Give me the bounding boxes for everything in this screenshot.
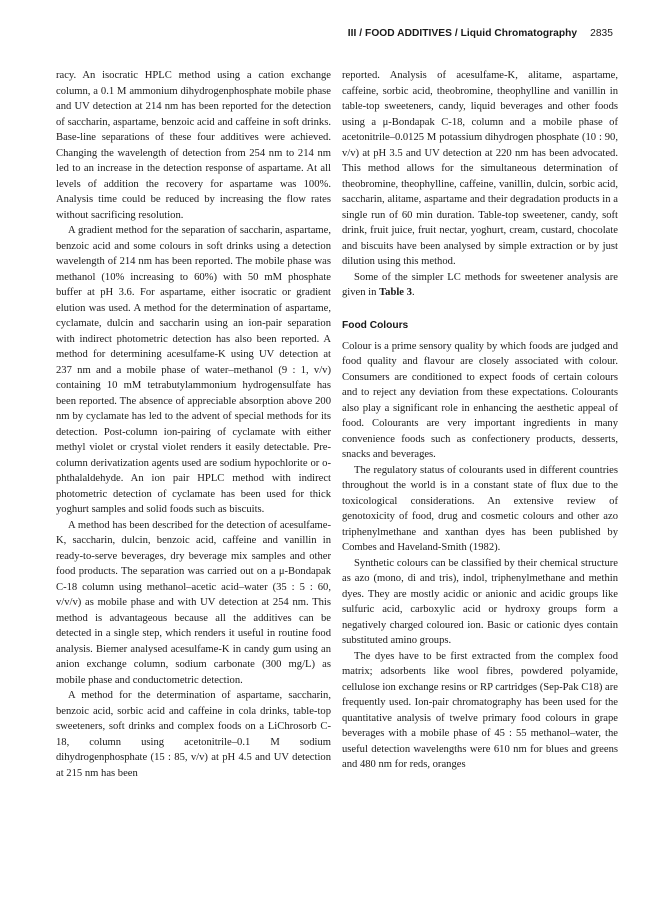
paragraph: A method has been described for the detection of acesulfame-K, saccharin, dulcin, benzoic acid, caffeine and vanillin in ready-to-serve beverages, dry beverage mix samples and other food products. The separation was carried out on a μ-Bondapak C-18 column using methanol–acetic acid–water (35 : 5 : 60, v/v/v) as mobile phase and with UV detection at 254 nm. This method is advantageous because all the additives can be detected in a single step, which renders it useful in routine food analysis. Biemer analysed acesulfame-K in candy gum using an anion exchange column, sodium carbonate (300 mg/L) as mobile phase and conductometric detection.	[56, 519, 331, 686]
running-header	[56, 28, 613, 39]
paragraph: racy. An isocratic HPLC method using a cation exchange column, a 0.1 M ammonium dihydrogenphosphate mobile phase and UV detection at 214 nm has been reported for the detection of saccharin, aspartame, benzoic acid and caffeine in soft drinks. Base-line separations of these four additives were achieved. Changing the wavelength of detection from 254 nm to 214 nm led to an increase in the detection response of aspartame. At all levels of addition the recovery for aspartame was 100%. Analysis time could be reduced by increasing the flow rates without sacrificing resolution.	[56, 70, 331, 221]
paragraph: A method for the determination of aspartame, saccharin, benzoic acid, sorbic acid and caffeine in cola drinks, table-top sweeteners, soft drinks and complex foods on a LiChrosorb C-18, column using acetonitrile–0.1 M sodium dihydrogenphosphate (15 : 85, v/v) at pH 4.5 and UV detection at 215 nm has been	[56, 690, 331, 779]
paragraph: reported. Analysis of acesulfame-K, alitame, aspartame, caffeine, sorbic acid, theobromine, theophylline and vanillin in table-top sweeteners, candy, liquid beverages and other foods using a μ-Bondapak C-18, column and a mobile phase of acetonitrile–0.0125 M potassium dihydrogen phosphate (10 : 90, v/v) at pH 3.5 and UV detection at 220 nm has been advocated. This method allows for the simultaneous determination of theobromine, theophylline, caffeine, vanillin, dulcin, sorbic acid, saccharin, alitame, aspartame and their degradation products in a single run of 60 min duration. Table-top sweetener, candy, soft drink, fruit juice, fruit nectar, yoghurt, cream, custard, chocolate and biscuits have been analysed by simple extraction or by just dilution using this method.	[342, 70, 618, 267]
paragraph: Synthetic colours can be classified by their chemical structure as azo (mono, di and tris), indol, triphenylmethane and methin dyes. They are mostly acidic or anionic and acidic groups like sulfuric acid, carboxylic acid or hydroxy groups form a negatively charged coloured ion. Basic or cationic dyes contain substituted amino groups.	[342, 557, 618, 646]
paragraph: Colour is a prime sensory quality by which foods are judged and food quality and flavour are closely associated with colour. Consumers are conditioned to expect foods of certain colours and to reject any deviation from these expectations. Colourants also play a significant role in enhancing the aesthetic appeal of food. Colourants are very important ingredients in many convenience foods such as confectionery products, desserts, snacks and beverages.	[342, 340, 618, 460]
section-heading: Food Colours	[342, 319, 409, 331]
table-reference-link[interactable]: Table 3	[379, 287, 412, 298]
paragraph: The dyes have to be first extracted from the complex food matrix; adsorbents like wool fibres, powdered polyamide, cellulose ion exchange resins or RP cartridges (Sep-Pak C18) are frequently used. Ion-pair chromatography has been used for the quantitative analysis of twelve primary food colours in grape beverages with a mobile phase of 45 : 55 methanol–water, the useful detection wavelengths were 610 nm for blues and greens and 480 nm for reds, oranges	[342, 650, 618, 770]
page-number: 2835	[590, 28, 613, 39]
paragraph: A gradient method for the separation of saccharin, aspartame, benzoic acid and some colours in soft drinks using a detection wavelength of 214 nm has been reported. The mobile phase was methanol (10% increasing to 60%) with 50 mM phosphate buffer at pH 3.6. For aspartame, either isocratic or gradient elution was used. A method for the determination of aspartame, cyclamate, dulcin and saccharin using an ion-pair separation with indirect photometric detection has also been reported. A method for determining acesulfame-K using UV detection at 237 nm and a mobile phase of water–methanol (9 : 1, v/v) containing 10 mM tetrabutylammonium hydrogensulfate has been reported. The absence of appreciable absorption above 200 nm by cyclamate has led to the advent of special methods for its detection. Post-column ion-pairing of cyclamate with either methyl violet or crystal violet renders it easily detectable. Pre-column derivatization agents used are sodium hypochlorite or o-phthalaldehyde. An ion pair HPLC method with indirect photometric detection of cyclamate has been used for thick yoghurt samples and solid foods such as biscuits.	[56, 225, 331, 515]
paragraph: The regulatory status of colourants used in different countries throughout the world is in a constant state of flux due to the toxicological considerations. An extensive review of genotoxicity of food, drug and cosmetic colours and other azo triphenylmethane and xanthan dyes has been published by Combes and Haveland-Smith (1982).	[342, 464, 618, 553]
paragraph-text: Some of the simpler LC methods for sweetener analysis are given in	[342, 271, 618, 298]
right-column	[342, 68, 618, 773]
paragraph-text: .	[411, 287, 415, 298]
running-title: III / FOOD ADDITIVES / Liquid Chromatography	[347, 28, 578, 39]
paragraph	[342, 270, 618, 301]
left-column	[56, 68, 331, 781]
